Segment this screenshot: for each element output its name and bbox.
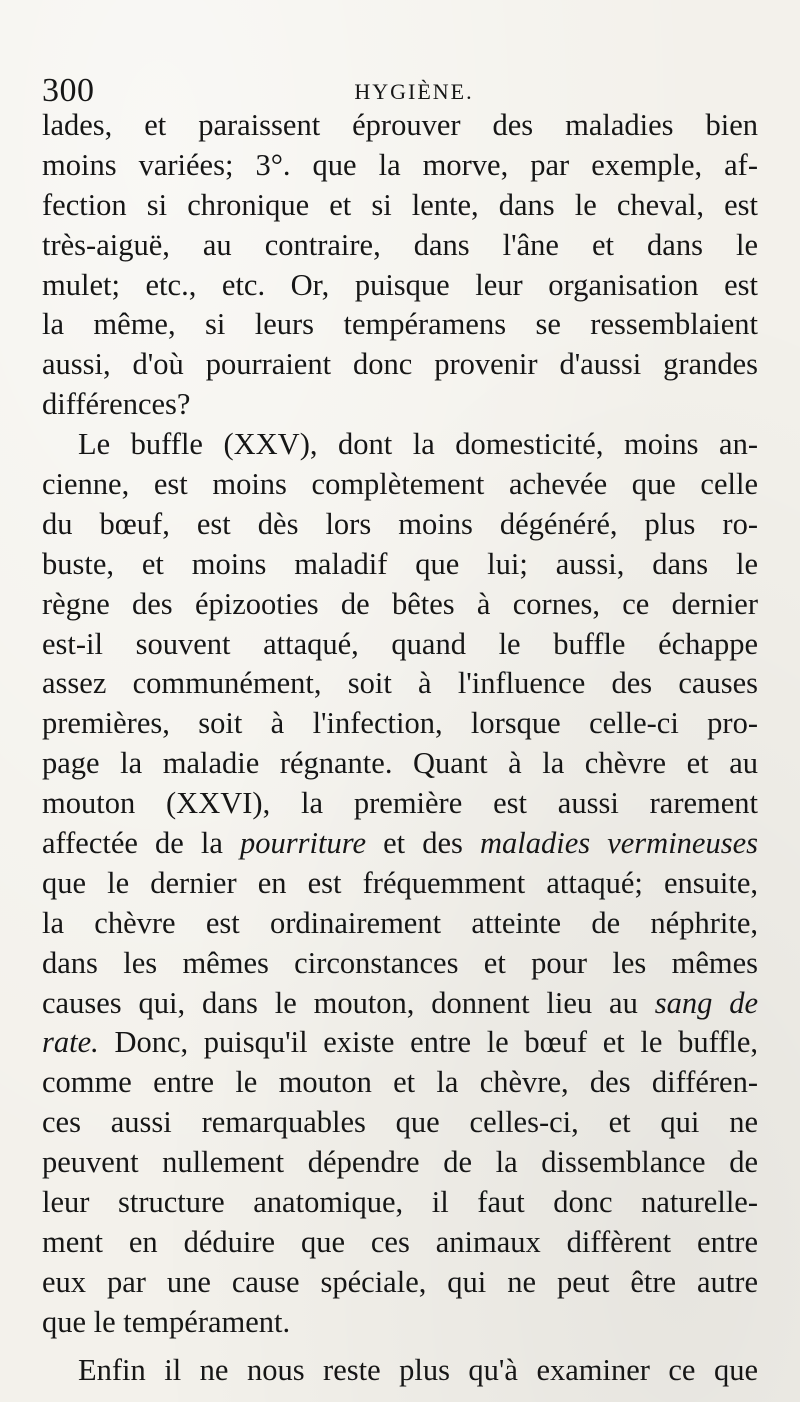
text-line: lades, et paraissent éprouver des maladies bien	[42, 108, 758, 142]
text-line: Enfin il ne nous reste plus qu'à examiner ce que	[78, 1352, 758, 1387]
text-line: dans les mêmes circonstances et pour les mêmes	[42, 945, 758, 980]
text-line: premières, soit à l'infection, lorsque celle-ci pro-	[42, 706, 758, 741]
page-number: 300	[42, 72, 95, 109]
text-line: règne des épizooties de bêtes à cornes, ce dernier	[42, 586, 758, 621]
text-line: cienne, est moins complètement achevée que celle	[42, 467, 758, 502]
text-line: est-il souvent attaqué, quand le buffle échappe	[42, 626, 758, 661]
text-segment: affectée de la	[42, 826, 241, 861]
italic-term: pourriture	[240, 826, 367, 861]
text-line: ces aussi remarquables que celles-ci, et qui ne	[42, 1105, 758, 1140]
text-line: la même, si leurs tempéramens se ressemblaient	[42, 307, 758, 342]
text-line: mulet; etc., etc. Or, puisque leur organisation est	[42, 267, 758, 302]
text-line: buste, et moins maladif que lui; aussi, dans le	[42, 546, 758, 581]
paragraph-gap	[42, 1343, 758, 1351]
body-text	[42, 106, 758, 1391]
text-line: moins variées; 3°. que la morve, par exemple, af-	[42, 147, 758, 182]
text-line: que le dernier en est fréquemment attaqué; ensuite,	[42, 865, 758, 900]
text-segment: et des	[366, 826, 480, 861]
running-head: HYGIÈNE.	[354, 79, 474, 104]
text-line	[42, 984, 758, 1024]
text-line: très-aiguë, au contraire, dans l'âne et dans le	[42, 227, 758, 262]
text-line: Le buffle (XXV), dont la domesticité, moins an-	[78, 427, 758, 462]
text-line: mouton (XXVI), la première est aussi rarement	[42, 786, 758, 821]
italic-term: sang de	[654, 985, 758, 1020]
text-line: aussi, d'où pourraient donc provenir d'aussi grandes	[42, 347, 758, 382]
text-line: leur structure anatomique, il faut donc naturelle-	[42, 1185, 758, 1220]
text-line: peuvent nullement dépendre de la dissemblance de	[42, 1145, 758, 1180]
text-segment: Donc, puisqu'il existe entre le bœuf et le buffle,	[98, 1025, 758, 1060]
paragraph	[42, 425, 758, 1342]
text-line: la chèvre est ordinairement atteinte de néphrite,	[42, 905, 758, 940]
text-line: eux par une cause spéciale, qui ne peut être autre	[42, 1264, 758, 1299]
text-line: fection si chronique et si lente, dans le cheval, est	[42, 187, 758, 222]
text-line: comme entre le mouton et la chèvre, des différen-	[42, 1065, 758, 1100]
text-line: que le tempérament.	[42, 1304, 291, 1339]
paragraph	[42, 106, 758, 425]
paragraph	[42, 1351, 758, 1391]
text-line: ment en déduire que ces animaux diffèrent entre	[42, 1224, 758, 1259]
italic-term: maladies vermineuses	[480, 826, 758, 861]
text-segment: causes qui, dans le mouton, donnent lieu au	[42, 985, 655, 1020]
text-line: différences?	[42, 387, 191, 422]
text-line: assez communément, soit à l'influence des causes	[42, 666, 758, 701]
text-line	[42, 1023, 758, 1063]
text-line	[42, 824, 758, 864]
text-line: du bœuf, est dès lors moins dégénéré, plus ro-	[42, 506, 758, 541]
italic-term: rate.	[42, 1025, 99, 1060]
text-line: page la maladie régnante. Quant à la chèvre et au	[42, 746, 758, 781]
